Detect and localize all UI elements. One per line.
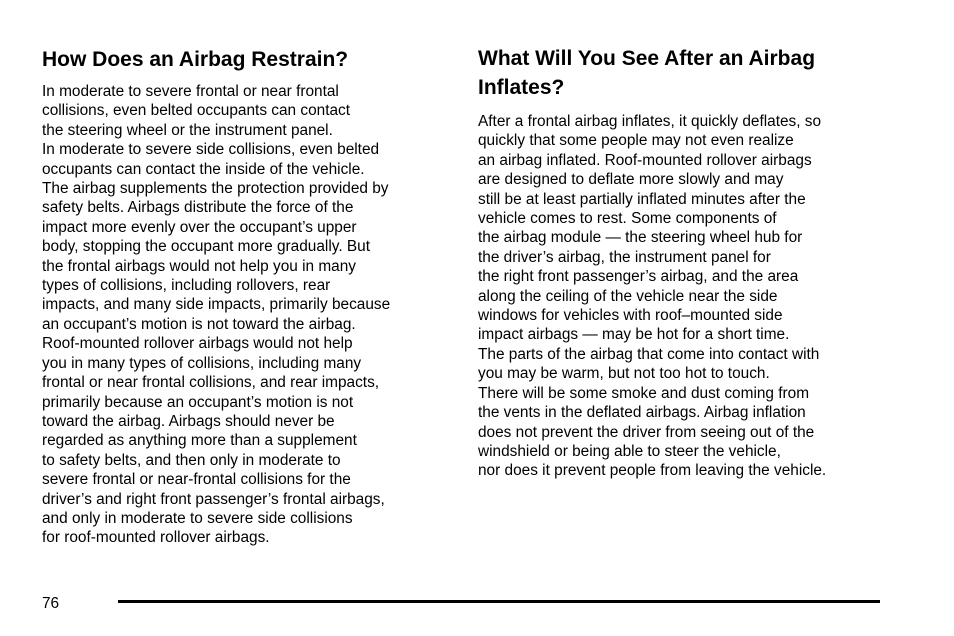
text-line: primarily because an occupant’s motion is not [42,393,354,411]
text-line: the driver’s airbag, the instrument panel for [478,248,771,266]
text-line: quickly that some people may not even realize [478,132,794,150]
text-line: There will be some smoke and dust coming from [478,384,810,402]
page-number: 76 [42,595,60,612]
text-line: severe frontal or near-frontal collisions for the [42,471,351,489]
section-body-after-inflation [478,112,826,481]
text-line: collisions, even belted occupants can contact [42,102,351,120]
text-line: frontal or near frontal collisions, and rear impacts, [42,374,380,392]
text-line: the frontal airbags would not help you in many [42,257,356,275]
text-line: impact airbags — may be hot for a short time. [478,326,790,344]
text-line: for roof-mounted rollover airbags. [42,529,270,547]
text-line: impact more evenly over the occupant’s upper [42,218,357,236]
text-line: an airbag inflated. Roof-mounted rollover airbags [478,151,812,169]
text-line: driver’s and right front passenger’s frontal airbags, [42,490,385,508]
section-heading-after-inflation [478,44,815,102]
heading-line: Inflates? [478,76,565,99]
section-body-airbag-restrain [42,82,390,548]
text-line: and only in moderate to severe side collisions [42,509,353,527]
text-line: still be at least partially inflated minutes after the [478,190,806,208]
section-heading-airbag-restrain: How Does an Airbag Restrain? [42,48,349,71]
text-line: The parts of the airbag that come into contact with [478,345,820,363]
text-line: the airbag module — the steering wheel hub for [478,229,803,247]
text-line: safety belts. Airbags distribute the force of the [42,199,354,217]
text-line: After a frontal airbag inflates, it quickly deflates, so [478,113,822,130]
text-line: toward the airbag. Airbags should never be [42,412,335,430]
text-line: regarded as anything more than a supplement [42,432,357,450]
text-line: nor does it prevent people from leaving the vehicle. [478,462,827,480]
text-line: to safety belts, and then only in moderate to [42,451,341,469]
text-line: are designed to deflate more slowly and may [478,171,784,189]
text-line: the vents in the deflated airbags. Airbag inflation [478,404,806,422]
footer-rule-divider [118,600,880,603]
text-line: occupants can contact the inside of the vehicle. [42,160,365,178]
text-line: impacts, and many side impacts, primarily because [42,296,391,314]
text-line: The airbag supplements the protection provided by [42,180,389,198]
text-line: body, stopping the occupant more gradually. But [42,238,370,256]
text-line: types of collisions, including rollovers, rear [42,277,331,295]
text-line: In moderate to severe frontal or near frontal [42,83,339,100]
text-line: vehicle comes to rest. Some components of [478,210,777,228]
text-line: an occupant’s motion is not toward the airbag. [42,315,356,333]
text-line: Roof-mounted rollover airbags would not help [42,335,353,353]
text-line: In moderate to severe side collisions, even belted [42,141,380,159]
text-line: you may be warm, but not too hot to touch. [478,365,770,383]
text-line: the right front passenger’s airbag, and the area [478,268,799,286]
heading-line: What Will You See After an Airbag [478,47,816,70]
text-line: the steering wheel or the instrument panel. [42,121,333,139]
text-line: along the ceiling of the vehicle near the side [478,287,778,305]
text-line: you in many types of collisions, including many [42,354,362,372]
text-line: does not prevent the driver from seeing out of the [478,423,815,441]
text-line: windshield or being able to steer the vehicle, [478,442,781,460]
text-line: windows for vehicles with roof–mounted side [478,307,783,325]
